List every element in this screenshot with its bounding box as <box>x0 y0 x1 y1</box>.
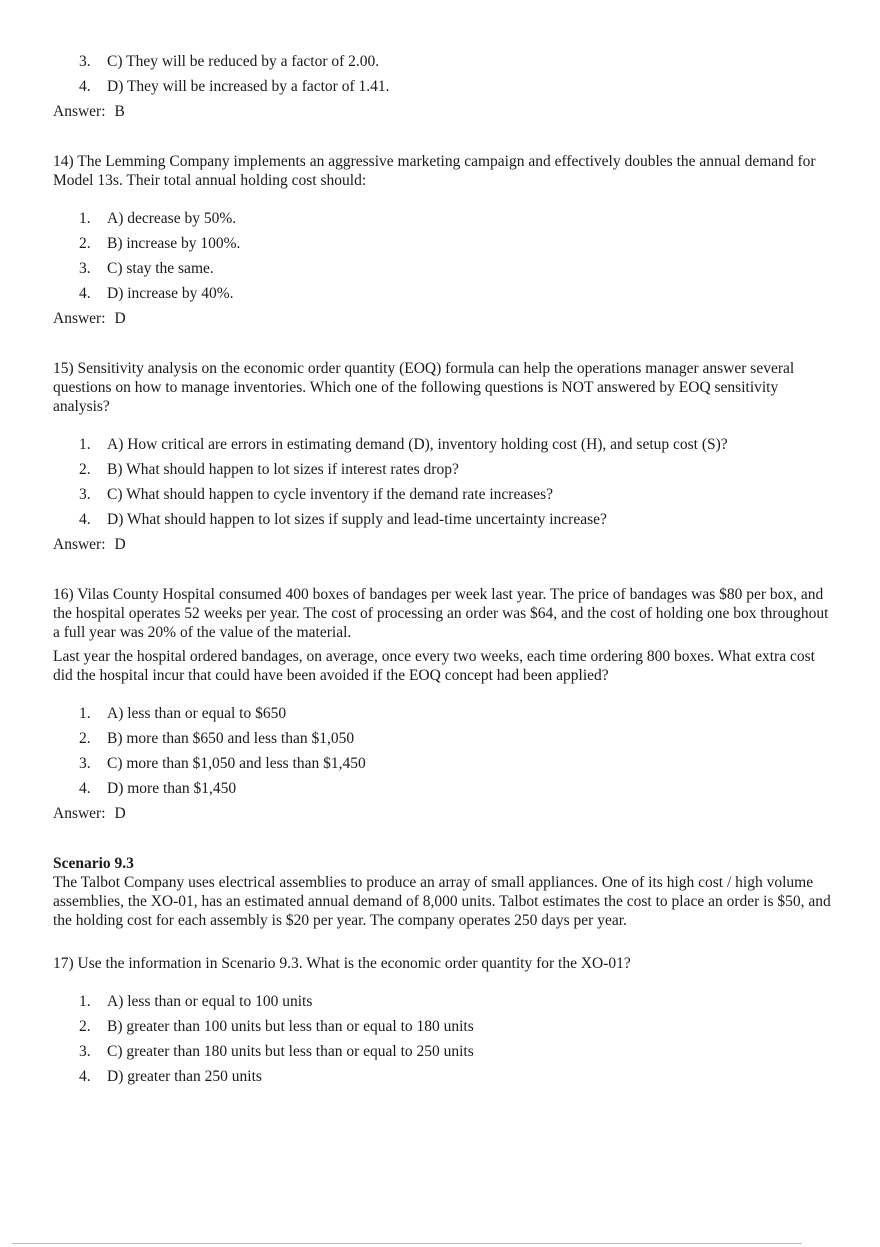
option-text: D) What should happen to lot sizes if supply and lead-time uncertainty increase? <box>107 511 607 528</box>
option-text: D) increase by 40%. <box>107 285 234 302</box>
answer-line <box>53 102 833 127</box>
option-text: A) less than or equal to 100 units <box>107 993 313 1010</box>
option-number: 4. <box>79 780 91 797</box>
option-text: B) What should happen to lot sizes if interest rates drop? <box>107 461 459 478</box>
option-number: 4. <box>79 285 91 302</box>
option-text: A) less than or equal to $650 <box>107 705 287 722</box>
page-content <box>53 52 833 1092</box>
option-number: 3. <box>79 755 91 772</box>
option-item <box>53 1042 833 1067</box>
option-item <box>53 77 833 102</box>
option-item <box>53 284 833 309</box>
option-number: 3. <box>79 1043 91 1060</box>
footer-divider <box>12 1243 802 1244</box>
option-text: D) more than $1,450 <box>107 780 237 797</box>
option-item <box>53 754 833 779</box>
option-number: 4. <box>79 1068 91 1085</box>
answer-value: D <box>114 310 126 327</box>
answer-label: Answer: <box>53 310 106 327</box>
option-number: 4. <box>79 78 91 95</box>
option-number: 2. <box>79 461 91 478</box>
option-number: 3. <box>79 486 91 503</box>
option-text: C) stay the same. <box>107 260 214 277</box>
option-item <box>53 435 833 460</box>
option-text: B) greater than 100 units but less than or equal to 180 units <box>107 1018 474 1035</box>
option-item <box>53 729 833 754</box>
option-number: 1. <box>79 993 91 1010</box>
scenario-heading: Scenario 9.3 <box>53 855 134 872</box>
option-text: C) greater than 180 units but less than or equal to 250 units <box>107 1043 474 1060</box>
question-14-text: 14) The Lemming Company implements an aggressive marketing campaign and effectively doubles the annual demand for Model 13s. Their total annual holding cost should: <box>53 153 816 189</box>
option-item <box>53 234 833 259</box>
answer-value: D <box>114 536 126 553</box>
option-text: B) more than $650 and less than $1,050 <box>107 730 355 747</box>
option-text: C) What should happen to cycle inventory if the demand rate increases? <box>107 486 554 503</box>
answer-value: D <box>114 805 126 822</box>
option-text: D) They will be increased by a factor of 1.41. <box>107 78 390 95</box>
option-number: 1. <box>79 436 91 453</box>
option-item <box>53 52 833 77</box>
option-number: 4. <box>79 511 91 528</box>
scenario-text: The Talbot Company uses electrical assemblies to produce an array of small appliances. One of its high cost / high volume assemblies, the XO-01, has an estimated annual demand of 8,000 units. Talbot estimates the cost to place an order is $50, and the holding cost for each assembly is $20 per year. The company operates 250 days per year. <box>53 874 831 929</box>
answer-line <box>53 535 833 560</box>
option-text: C) more than $1,050 and less than $1,450 <box>107 755 366 772</box>
option-number: 2. <box>79 730 91 747</box>
answer-value: B <box>114 103 125 120</box>
option-number: 2. <box>79 235 91 252</box>
option-item <box>53 704 833 729</box>
question-15-text: 15) Sensitivity analysis on the economic order quantity (EOQ) formula can help the operations manager answer several questions on how to manage inventories. Which one of the following questions is NOT answered by EOQ sensitivity analysis? <box>53 360 795 415</box>
option-text: A) How critical are errors in estimating demand (D), inventory holding cost (H), and setup cost (S)? <box>107 436 728 453</box>
option-text: C) They will be reduced by a factor of 2.00. <box>107 53 380 70</box>
option-item <box>53 485 833 510</box>
option-item <box>53 460 833 485</box>
question-17-text: 17) Use the information in Scenario 9.3. What is the economic order quantity for the XO-01? <box>53 955 631 972</box>
option-item <box>53 1017 833 1042</box>
question-16-text: 16) Vilas County Hospital consumed 400 boxes of bandages per week last year. The price of bandages was $80 per box, and the hospital operates 52 weeks per year. The cost of processing an order was $64, and the cost of holding one box throughout a full year was 20% of the value of the material. <box>53 586 829 641</box>
option-item <box>53 992 833 1017</box>
option-number: 3. <box>79 53 91 70</box>
option-item <box>53 510 833 535</box>
option-number: 1. <box>79 210 91 227</box>
option-text: D) greater than 250 units <box>107 1068 262 1085</box>
option-item <box>53 209 833 234</box>
answer-label: Answer: <box>53 805 106 822</box>
answer-label: Answer: <box>53 103 106 120</box>
option-item <box>53 259 833 284</box>
answer-line <box>53 309 833 334</box>
question-16-text-continued: Last year the hospital ordered bandages, on average, once every two weeks, each time ordering 800 boxes. What extra cost did the hospital incur that could have been avoided if the EOQ concept had been applied? <box>53 648 815 684</box>
option-text: B) increase by 100%. <box>107 235 241 252</box>
option-number: 2. <box>79 1018 91 1035</box>
option-item <box>53 779 833 804</box>
option-text: A) decrease by 50%. <box>107 210 237 227</box>
option-number: 3. <box>79 260 91 277</box>
answer-label: Answer: <box>53 536 106 553</box>
option-number: 1. <box>79 705 91 722</box>
answer-line <box>53 804 833 829</box>
option-item <box>53 1067 833 1092</box>
